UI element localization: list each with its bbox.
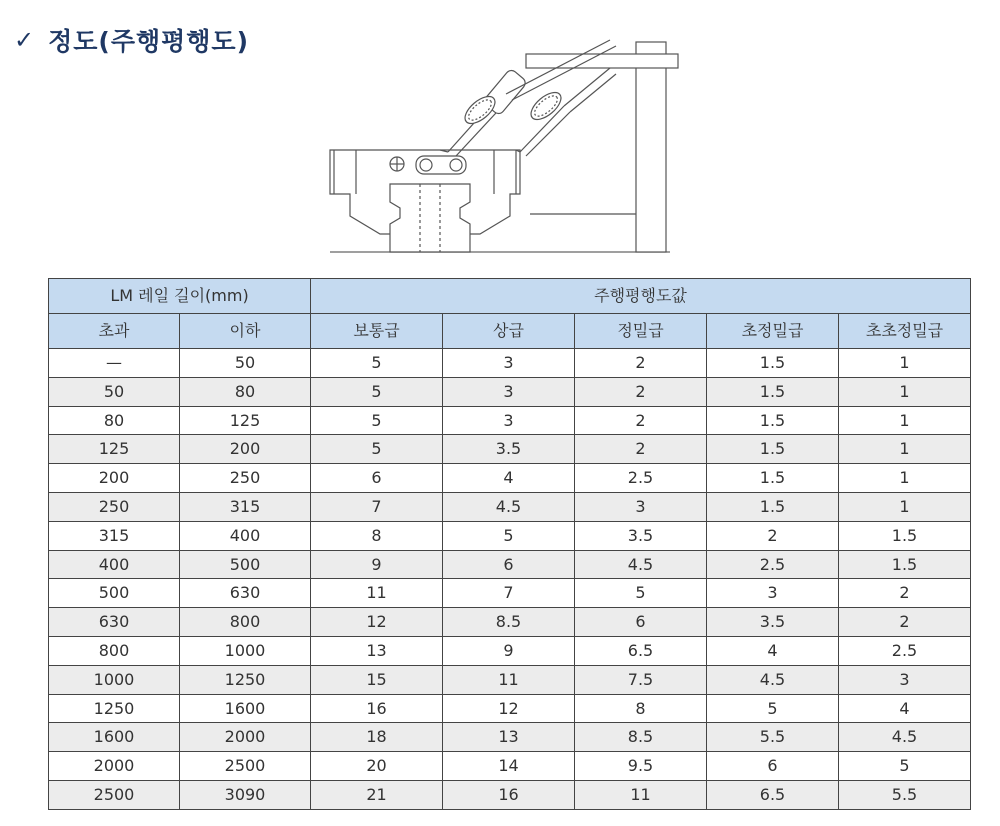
table-cell: 3.5 — [575, 521, 707, 550]
table-cell: 2.5 — [575, 464, 707, 493]
table-row — [49, 723, 971, 752]
table-cell: 3090 — [180, 780, 311, 809]
table-cell: 20 — [311, 752, 443, 781]
table-cell: 21 — [311, 780, 443, 809]
table-cell: 8 — [311, 521, 443, 550]
table-cell: 5 — [311, 406, 443, 435]
table-cell: 800 — [49, 636, 180, 665]
table-row — [49, 406, 971, 435]
table-cell: 15 — [311, 665, 443, 694]
table-cell: 7 — [443, 579, 575, 608]
table-cell: 1 — [839, 406, 971, 435]
table-cell: 13 — [311, 636, 443, 665]
table-cell: 6.5 — [707, 780, 839, 809]
table-cell: 5 — [575, 579, 707, 608]
table-cell: 5.5 — [839, 780, 971, 809]
table-cell: 1.5 — [707, 377, 839, 406]
table-cell: 3 — [839, 665, 971, 694]
table-row — [49, 349, 971, 378]
table-cell: 9 — [443, 636, 575, 665]
table-row — [49, 579, 971, 608]
table-cell: 1250 — [49, 694, 180, 723]
table-cell: 3 — [443, 377, 575, 406]
table-cell: 5 — [707, 694, 839, 723]
table-cell: 2500 — [49, 780, 180, 809]
table-cell: 50 — [180, 349, 311, 378]
table-row — [49, 665, 971, 694]
table-cell: 11 — [443, 665, 575, 694]
table-cell: 400 — [180, 521, 311, 550]
table-cell: 125 — [180, 406, 311, 435]
table-row — [49, 694, 971, 723]
table-cell: 1.5 — [839, 550, 971, 579]
column-header: 정밀급 — [575, 314, 707, 349]
table-cell: 6 — [311, 464, 443, 493]
table-cell: 1.5 — [707, 435, 839, 464]
table-cell: 18 — [311, 723, 443, 752]
table-cell: 2000 — [180, 723, 311, 752]
parallelism-table — [48, 278, 971, 810]
table-cell: 7 — [311, 492, 443, 521]
table-cell: 1 — [839, 464, 971, 493]
table-row — [49, 608, 971, 637]
table-cell: 2 — [575, 349, 707, 378]
table-cell: 800 — [180, 608, 311, 637]
table-cell: 2 — [707, 521, 839, 550]
table-cell: 2000 — [49, 752, 180, 781]
table-cell: 4 — [839, 694, 971, 723]
column-header: 초초정밀급 — [839, 314, 971, 349]
table-cell: 3 — [707, 579, 839, 608]
table-cell: 400 — [49, 550, 180, 579]
table-cell: 250 — [49, 492, 180, 521]
table-cell: 6.5 — [575, 636, 707, 665]
table-column-header-row — [49, 314, 971, 349]
table-cell: 3 — [575, 492, 707, 521]
table-cell: 5 — [311, 435, 443, 464]
section-title: 정도(주행평행도) — [48, 27, 250, 56]
table-cell: 12 — [443, 694, 575, 723]
table-cell: 1000 — [180, 636, 311, 665]
table-cell: 4.5 — [575, 550, 707, 579]
table-cell: 2.5 — [707, 550, 839, 579]
table-cell: 11 — [575, 780, 707, 809]
table-cell: 1 — [839, 435, 971, 464]
table-cell: 500 — [49, 579, 180, 608]
table-cell: 9 — [311, 550, 443, 579]
table-cell: 13 — [443, 723, 575, 752]
table-cell: 6 — [707, 752, 839, 781]
rail-length-header: LM 레일 길이(mm) — [49, 279, 311, 314]
table-cell: 1.5 — [707, 464, 839, 493]
table-cell: 6 — [575, 608, 707, 637]
table-cell: 11 — [311, 579, 443, 608]
section-heading — [14, 22, 249, 58]
table-cell: 12 — [311, 608, 443, 637]
table-cell: 1.5 — [707, 406, 839, 435]
table-cell: 200 — [180, 435, 311, 464]
table-cell: 5 — [311, 377, 443, 406]
table-cell: 1.5 — [839, 521, 971, 550]
table-row — [49, 752, 971, 781]
table-cell: 4 — [443, 464, 575, 493]
table-cell: 16 — [443, 780, 575, 809]
table-cell: 2 — [575, 435, 707, 464]
linear-guide-measurement-diagram-icon — [320, 34, 690, 260]
table-row — [49, 464, 971, 493]
table-cell: 1600 — [180, 694, 311, 723]
table-cell: 1 — [839, 492, 971, 521]
table-row — [49, 492, 971, 521]
table-cell: 2 — [575, 406, 707, 435]
column-header: 보통급 — [311, 314, 443, 349]
column-header: 상급 — [443, 314, 575, 349]
table-cell: 2 — [839, 579, 971, 608]
table-cell: 3 — [443, 406, 575, 435]
table-cell: 16 — [311, 694, 443, 723]
table-cell: 1 — [839, 349, 971, 378]
table-cell: 5 — [311, 349, 443, 378]
check-icon: ✓ — [14, 26, 35, 54]
column-header: 이하 — [180, 314, 311, 349]
table-cell: 315 — [180, 492, 311, 521]
table-cell: 8.5 — [443, 608, 575, 637]
table-cell: 5 — [839, 752, 971, 781]
table-cell: 125 — [49, 435, 180, 464]
table-cell: 2 — [575, 377, 707, 406]
table-cell: 315 — [49, 521, 180, 550]
table-row — [49, 521, 971, 550]
table-cell: 2500 — [180, 752, 311, 781]
table-cell: 1 — [839, 377, 971, 406]
table-cell: 250 — [180, 464, 311, 493]
table-cell: 500 — [180, 550, 311, 579]
table-row — [49, 780, 971, 809]
table-cell: 4.5 — [707, 665, 839, 694]
table-cell: 2.5 — [839, 636, 971, 665]
column-header: 초정밀급 — [707, 314, 839, 349]
table-cell: 2 — [839, 608, 971, 637]
table-body — [49, 349, 971, 810]
table-cell: 80 — [49, 406, 180, 435]
table-cell: 1250 — [180, 665, 311, 694]
table-cell: — — [49, 349, 180, 378]
table-cell: 1.5 — [707, 492, 839, 521]
table-cell: 4 — [707, 636, 839, 665]
table-cell: 8 — [575, 694, 707, 723]
table-group-header-row — [49, 279, 971, 314]
table-cell: 80 — [180, 377, 311, 406]
table-cell: 9.5 — [575, 752, 707, 781]
table-cell: 3.5 — [443, 435, 575, 464]
table-row — [49, 435, 971, 464]
table-cell: 5 — [443, 521, 575, 550]
table-cell: 6 — [443, 550, 575, 579]
table-row — [49, 550, 971, 579]
table-cell: 1.5 — [707, 349, 839, 378]
table-cell: 1600 — [49, 723, 180, 752]
table-cell: 7.5 — [575, 665, 707, 694]
table-cell: 4.5 — [443, 492, 575, 521]
table-cell: 1000 — [49, 665, 180, 694]
table-row — [49, 377, 971, 406]
table-cell: 200 — [49, 464, 180, 493]
table-cell: 14 — [443, 752, 575, 781]
table-cell: 3 — [443, 349, 575, 378]
table-cell: 630 — [49, 608, 180, 637]
table-cell: 5.5 — [707, 723, 839, 752]
column-header: 초과 — [49, 314, 180, 349]
parallelism-value-header: 주행평행도값 — [311, 279, 971, 314]
table-cell: 8.5 — [575, 723, 707, 752]
table-cell: 4.5 — [839, 723, 971, 752]
table-cell: 50 — [49, 377, 180, 406]
table-row — [49, 636, 971, 665]
table-cell: 3.5 — [707, 608, 839, 637]
table-cell: 630 — [180, 579, 311, 608]
